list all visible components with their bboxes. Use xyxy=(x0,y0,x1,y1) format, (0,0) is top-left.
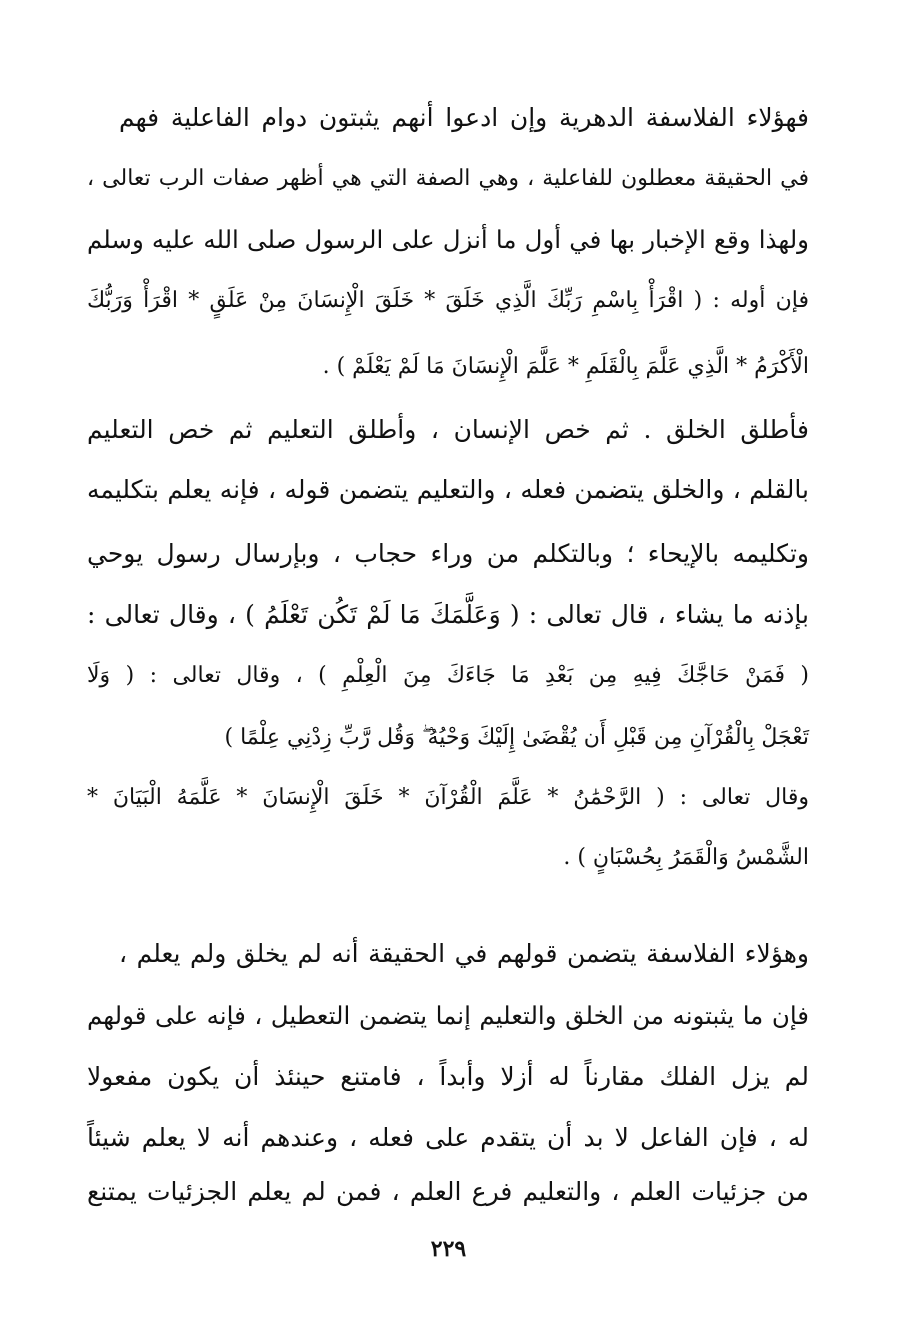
verse-line: الْأَكْرَمُ * الَّذِي عَلَّمَ بِالْقَلَمِ * عَلَّمَ الْإِنسَانَ مَا لَمْ يَعْلَمْ ) . xyxy=(322,354,809,379)
verse-line: ( فَمَنْ حَاجَّكَ فِيهِ مِن بَعْدِ مَا جَاءَكَ مِنَ الْعِلْمِ ) ، وقال تعالى : ( وَلَا xyxy=(87,663,809,688)
verse-line: الشَّمْسُ وَالْقَمَرُ بِحُسْبَانٍ ) . xyxy=(563,845,809,870)
text-line: لم يزل الفلك مقارناً له أزلا وأبداً ، فامتنع حينئذ أن يكون مفعولا xyxy=(87,1062,809,1091)
text-line: وهؤلاء الفلاسفة يتضمن قولهم في الحقيقة أنه لم يخلق ولم يعلم ، xyxy=(119,939,809,968)
text-line: فأطلق الخلق . ثم خص الإنسان ، وأطلق التعليم ثم خص التعليم xyxy=(87,415,809,444)
verse-line: وقال تعالى : ( الرَّحْمَٰنُ * عَلَّمَ الْقُرْآنَ * خَلَقَ الْإِنسَانَ * عَلَّمَهُ الْبَيَانَ * xyxy=(87,785,809,810)
page-number: ٢٢٩ xyxy=(430,1236,467,1262)
text-line: فإن ما يثبتونه من الخلق والتعليم إنما يتضمن التعطيل ، فإنه على قولهم xyxy=(87,1001,809,1030)
verse-line: تَعْجَلْ بِالْقُرْآنِ مِن قَبْلِ أَن يُقْضَىٰ إِلَيْكَ وَحْيُهُ ۖ وَقُل رَّبِّ زِدْنِي عِلْمًا ) xyxy=(224,725,809,750)
text-line: وتكليمه بالإيحاء ؛ وبالتكلم من وراء حجاب ، وبإرسال رسول يوحي xyxy=(87,539,809,568)
verse-line: فإن أوله : ( اقْرَأْ بِاسْمِ رَبِّكَ الَّذِي خَلَقَ * خَلَقَ الْإِنسَانَ مِنْ عَلَقٍ * اقْرَأْ وَرَبُّكَ xyxy=(87,288,809,313)
text-line: بالقلم ، والخلق يتضمن فعله ، والتعليم يتضمن قوله ، فإنه يعلم بتكليمه xyxy=(87,475,809,504)
text-line: بإذنه ما يشاء ، قال تعالى : ( وَعَلَّمَكَ مَا لَمْ تَكُن تَعْلَمُ ) ، وقال تعالى : xyxy=(87,600,809,629)
text-line: فهؤلاء الفلاسفة الدهرية وإن ادعوا أنهم يثبتون دوام الفاعلية فهم xyxy=(119,103,809,132)
text-line: في الحقيقة معطلون للفاعلية ، وهي الصفة التي هي أظهر صفات الرب تعالى ، xyxy=(87,166,809,191)
text-line: من جزئيات العلم ، والتعليم فرع العلم ، فمن لم يعلم الجزئيات يمتنع xyxy=(87,1177,809,1206)
text-line: له ، فإن الفاعل لا بد أن يتقدم على فعله ، وعندهم أنه لا يعلم شيئاً xyxy=(87,1123,809,1152)
text-line: ولهذا وقع الإخبار بها في أول ما أنزل على الرسول صلى الله عليه وسلم xyxy=(87,225,809,254)
